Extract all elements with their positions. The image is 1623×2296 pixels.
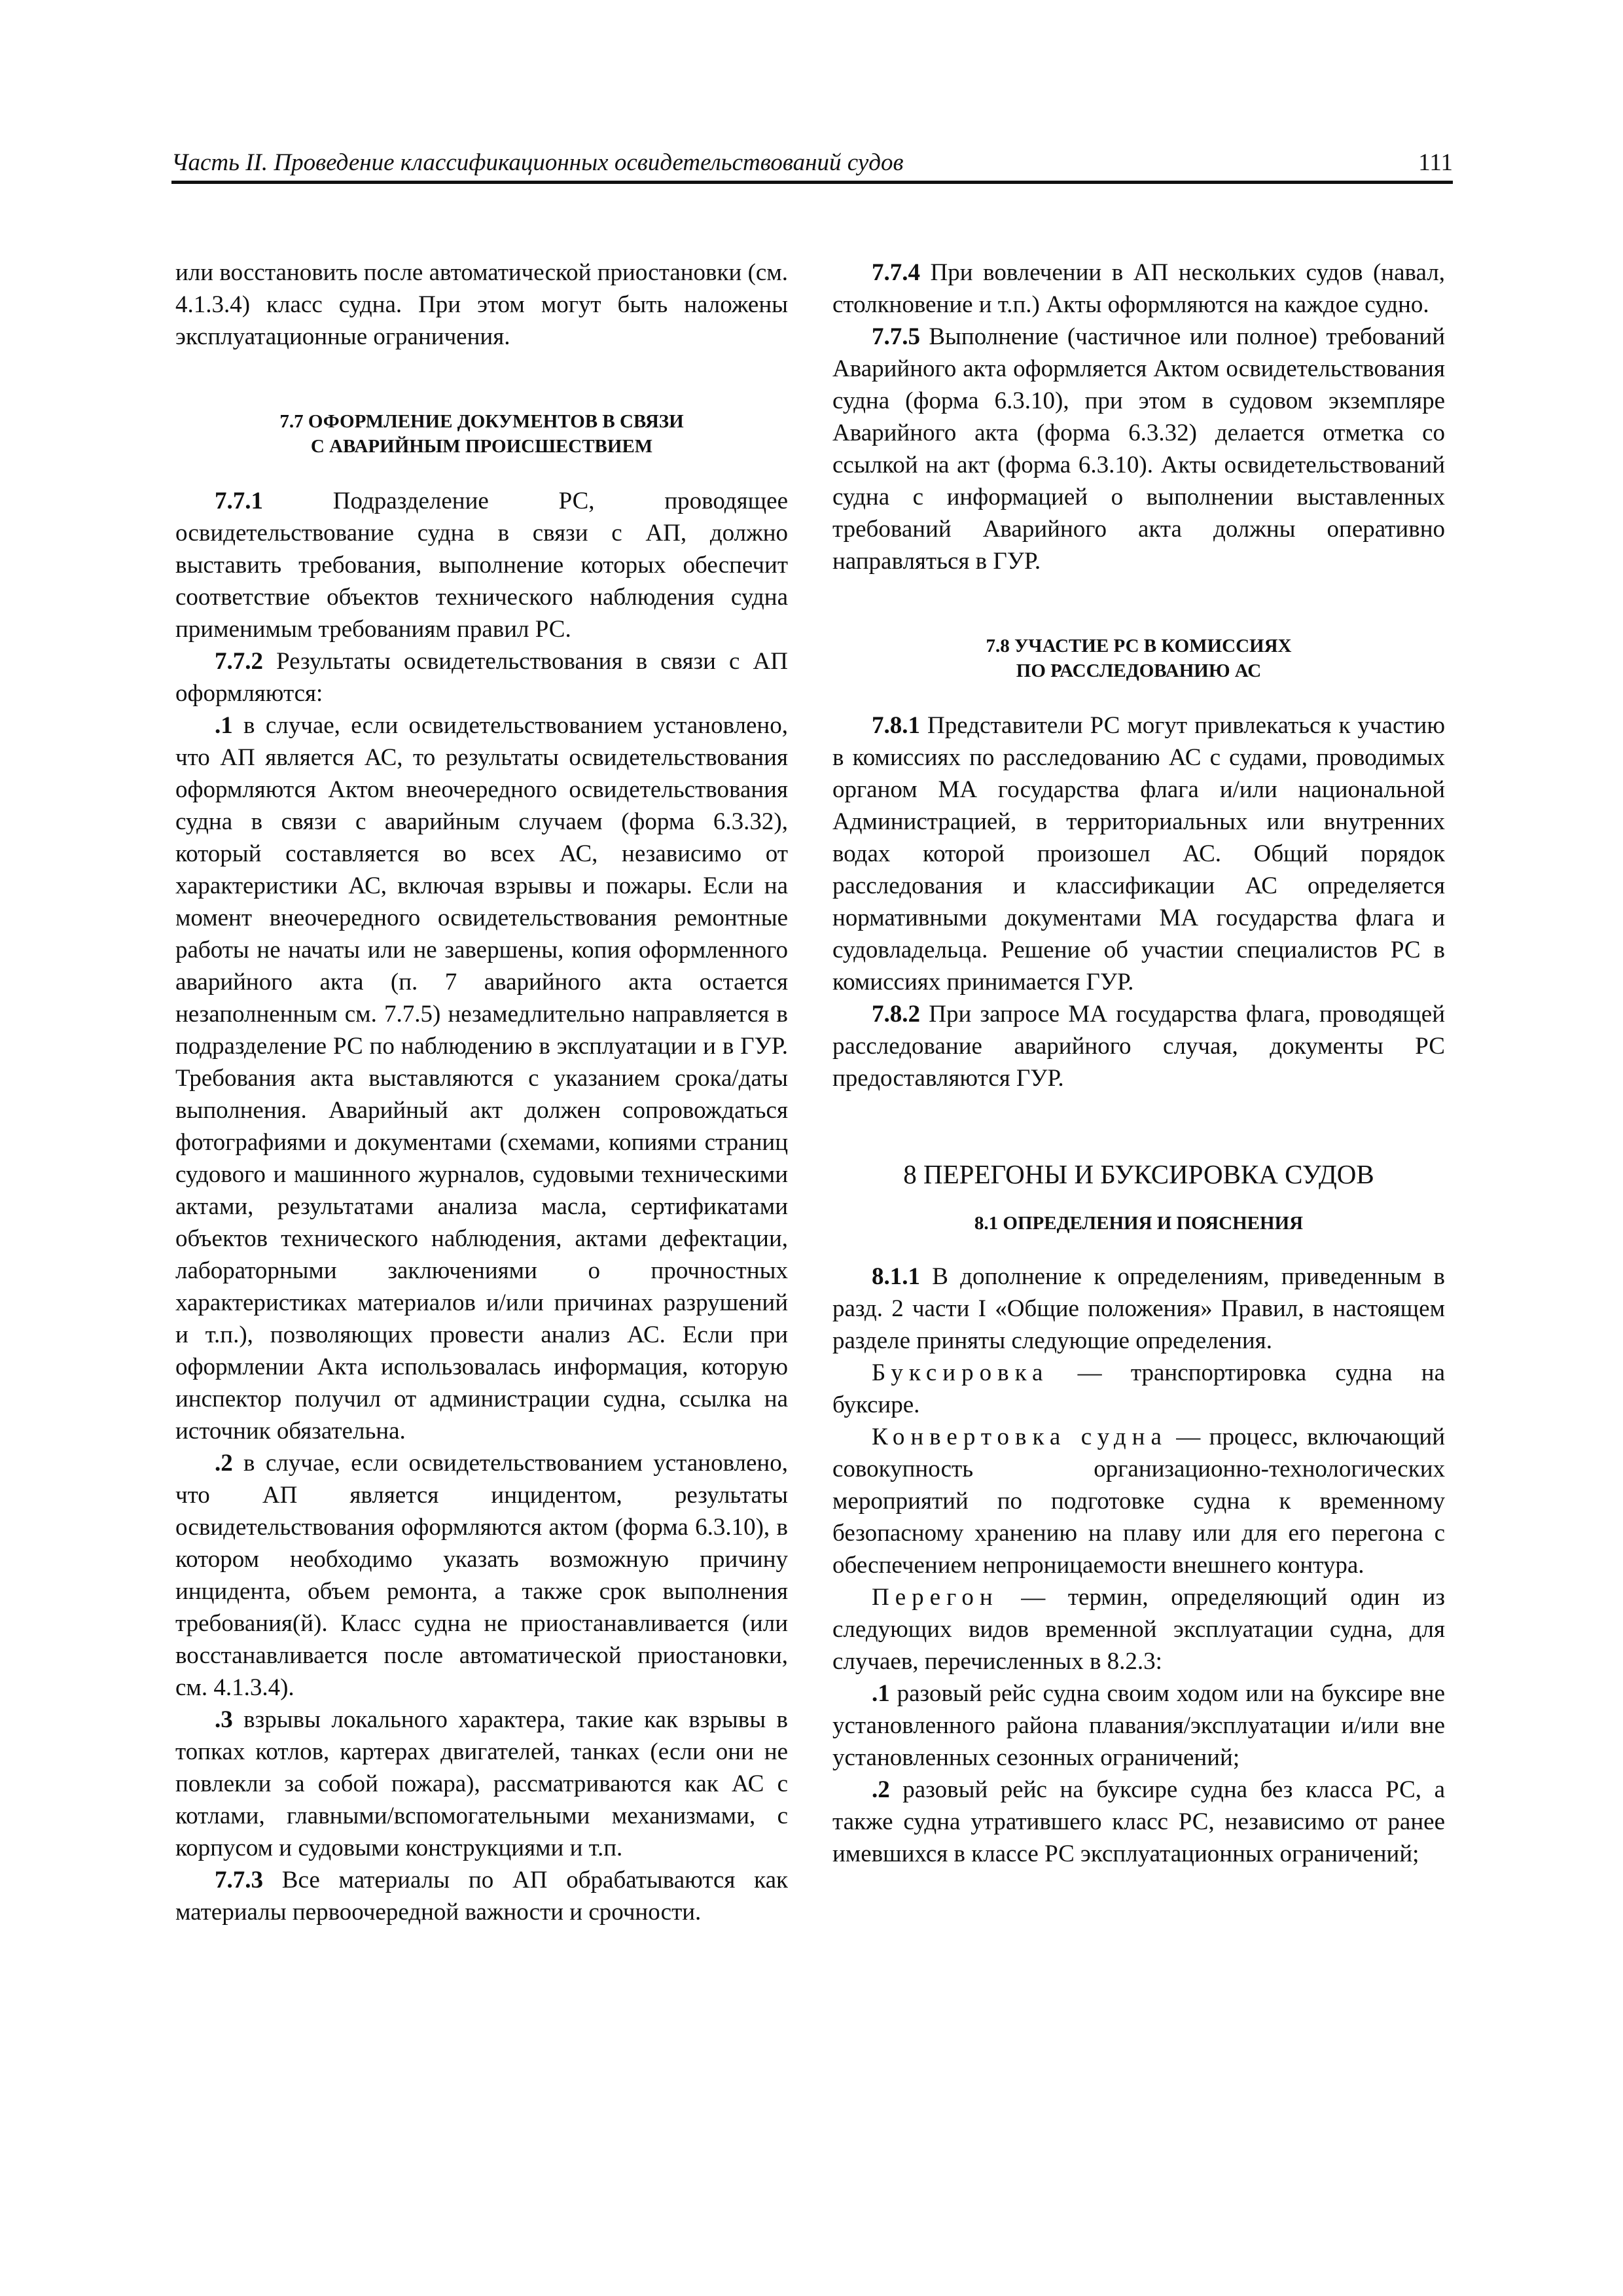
section-heading-7-8 <box>832 634 1445 683</box>
clause-number: 7.8.1 <box>872 712 920 739</box>
term: Конвертовка судна <box>872 1424 1168 1450</box>
page-number: 111 <box>1418 149 1453 176</box>
list-item-r1 <box>832 1677 1445 1774</box>
paragraph-7-7-3 <box>175 1864 788 1928</box>
paragraph-7-7-5 <box>832 321 1445 577</box>
item-text: разовый рейс на буксире судна без класса РС, а также судна утратившего класс РС, независимо от ранее имевшихся в классе РС эксплуатационных ограничений; <box>832 1776 1445 1867</box>
chapter-heading-8: 8 ПЕРЕГОНЫ И БУКСИРОВКА СУДОВ <box>903 1159 1374 1189</box>
clause-number: 8.1.1 <box>872 1263 920 1290</box>
item-number: .1 <box>872 1680 890 1707</box>
definition-text: — процесс, включающий совокупность организационно-технологических мероприятий по подготовке судна к временному безопасному хранению на плаву или для его перегона с обеспечением непроницаемости внешнего контура. <box>832 1424 1446 1579</box>
clause-number: 7.7.3 <box>215 1867 263 1893</box>
clause-text: Результаты освидетельствования в связи с АП оформляются: <box>175 648 788 707</box>
running-header <box>171 141 1453 184</box>
section-heading-7-8-line1: 7.8 УЧАСТИЕ РС В КОМИССИЯХ <box>986 636 1292 656</box>
section-heading-8-1: 8.1 ОПРЕДЕЛЕНИЯ И ПОЯСНЕНИЯ <box>974 1213 1304 1234</box>
clause-text: При запросе МА государства флага, проводящей расследование аварийного случая, документы РС предоставляются ГУР. <box>832 1001 1445 1092</box>
paragraph-7-7-1 <box>175 485 788 645</box>
paragraph-7-7-2 <box>175 645 788 709</box>
clause-text: Подразделение РС, проводящее освидетельствование судна в связи с АП, должно выставить требования, выполнение которых обеспечит соответствие объектов технического наблюдения судна применимым требованиям правил РС. <box>175 488 788 643</box>
term: Перегон <box>872 1584 999 1611</box>
clause-text: В дополнение к определениям, приведенным в разд. 2 части I «Общие положения» Правил, в настоящем разделе приняты следующие определения. <box>832 1263 1445 1354</box>
list-item-2 <box>175 1447 788 1704</box>
definition-conversion <box>832 1421 1445 1581</box>
paragraph-8-1-1 <box>832 1261 1445 1357</box>
item-text: взрывы локального характера, такие как взрывы в топках котлов, картерах двигателей, танках (если они не повлекли за собой пожара), рассматриваются как АС с котлами, главными/вспомогательными механизмами, с корпусом и судовыми конструкциями и т.п. <box>175 1706 788 1861</box>
item-number: .1 <box>215 712 233 739</box>
paragraph-7-7-4 <box>832 257 1445 321</box>
item-text: разовый рейс судна своим ходом или на буксире вне установленного района плавания/эксплуатации и/или вне установленных сезонных ограничений; <box>832 1680 1445 1771</box>
clause-text: При вовлечении в АП нескольких судов (навал, столкновение и т.п.) Акты оформляются на каждое судно. <box>832 259 1445 318</box>
clause-number: 7.8.2 <box>872 1001 920 1028</box>
clause-number: 7.7.2 <box>215 648 263 675</box>
term: Буксировка <box>872 1359 1049 1386</box>
definition-text: — термин, определяющий один из следующих видов временной эксплуатации судна, для случаев, перечисленных в 8.2.3: <box>832 1584 1445 1675</box>
paragraph-continuation: или восстановить после автоматической приостановки (см. 4.1.3.4) класс судна. При этом могут быть наложены эксплуатационные ограничения. <box>175 259 788 350</box>
item-text: в случае, если освидетельствованием установлено, что АП является инцидентом, результаты освидетельствования оформляются актом (форма 6.3.10), в котором необходимо указать возможную причину инцидента, объем ремонта, а также срок выполнения требования(й). Класс судна не приостанавливается (или восстанавливается после автоматической приостановки, см. 4.1.3.4). <box>175 1450 788 1701</box>
section-heading-7-7-line2: С АВАРИЙНЫМ ПРОИСШЕСТВИЕМ <box>310 436 653 457</box>
section-heading-7-7-line1: 7.7 ОФОРМЛЕНИЕ ДОКУМЕНТОВ В СВЯЗИ <box>279 411 684 432</box>
paragraph-7-8-1 <box>832 709 1445 998</box>
running-header-title: Часть II. Проведение классификационных освидетельствований судов <box>171 149 904 176</box>
clause-number: 7.7.1 <box>215 488 263 514</box>
clause-text: Представители РС могут привлекаться к участию в комиссиях по расследованию АС с судами, проводимых органом МА государства флага и/или национальной Администрацией, в территориальных или внутренних водах которой произошел АС. Общий порядок расследования и классификации АС определяется нормативными документами МА государства флага и судовладельца. Решение об участии специалистов РС в комиссиях принимается ГУР. <box>832 712 1445 996</box>
right-column <box>832 257 1445 1870</box>
clause-text: Выполнение (частичное или полное) требований Аварийного акта оформляется Актом освидетельствования судна (форма 6.3.10), при этом в судовом экземпляре Аварийного акта (форма 6.3.32) делается отметка со ссылкой на акт (форма 6.3.10). Акты освидетельствований судна с информацией о выполнении выставленных требований Аварийного акта должны оперативно направляться в ГУР. <box>832 323 1445 575</box>
section-heading-7-7 <box>175 409 788 459</box>
paragraph-7-8-2 <box>832 998 1445 1094</box>
definition-text: — транспортировка судна на буксире. <box>832 1359 1445 1418</box>
definition-towing <box>832 1357 1445 1421</box>
section-heading-7-8-line2: ПО РАССЛЕДОВАНИЮ АС <box>1016 660 1262 681</box>
definition-transit <box>832 1581 1445 1677</box>
item-text: в случае, если освидетельствованием установлено, что АП является АС, то результаты освидетельствования оформляются Актом внеочередного освидетельствования судна в связи с аварийным случаем (форма 6.3.32), который составляется во всех АС, независимо от характеристики АС, включая взрывы и пожары. Если на момент внеочередного освидетельствования ремонтные работы не начаты или не завершены, копия оформленного аварийного акта (п. 7 аварийного акта остается незаполненным см. 7.7.5) незамедлительно направляется в подразделение РС по наблюдению в эксплуатации и в ГУР. Требования акта выставляются с указанием срока/даты выполнения. Аварийный акт должен сопровождаться фотографиями и документами (схемами, копиями страниц судового и машинного журналов, судовыми техническими актами, результатами анализа масла, сертификатами объектов технического наблюдения, актами дефектации, лабораторными заключениями о прочностных характеристиках материалов и/или причинах разрушений и т.п.), позволяющих провести анализ АС. Если при оформлении Акта использовалась информация, которую инспектор получил от администрации судна, ссылка на источник обязательна. <box>175 712 788 1444</box>
list-item-1 <box>175 709 788 1447</box>
item-number: .2 <box>872 1776 890 1803</box>
list-item-3 <box>175 1704 788 1864</box>
list-item-r2 <box>832 1774 1445 1870</box>
clause-number: 7.7.5 <box>872 323 920 350</box>
item-number: .3 <box>215 1706 233 1733</box>
clause-text: Все материалы по АП обрабатываются как материалы первоочередной важности и срочности. <box>175 1867 788 1926</box>
item-number: .2 <box>215 1450 233 1477</box>
clause-number: 7.7.4 <box>872 259 920 286</box>
left-column <box>175 257 788 1928</box>
